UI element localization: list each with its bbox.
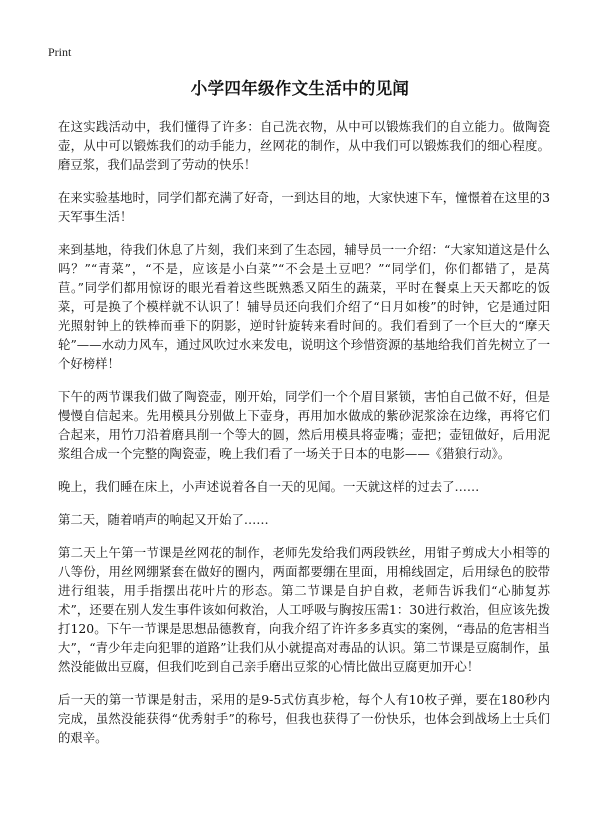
paragraph-6: 第二天，随着哨声的响起又开始了…… [58, 512, 269, 527]
document-title: 小学四年级作文生活中的见闻 [190, 79, 410, 98]
paragraph-1: 在这实践活动中，我们懂得了许多：自己洗衣物，从中可以锻炼我们的自立能力。做陶瓷壶，从中可以锻炼我们的动手能力，丝网花的制作，从中我们可以锻炼我们的细心程度。磨豆浆，我们品尝到了劳动的快乐！ [58, 119, 550, 172]
print-link[interactable]: Print [48, 45, 72, 59]
paragraph-8: 后一天的第一节课是射击，采用的是9-5式仿真步枪，每个人有10枚子弹，要在180秒内完成，虽然没能获得“优秀射手”的称号，但我也获得了一份快乐，也体会到战场上士兵们的艰辛。 [58, 692, 550, 745]
article-body [58, 117, 550, 761]
paragraph-7: 第二天上午第一节课是丝网花的制作，老师先发给我们两段铁丝，用钳子剪成大小相等的八等份，用丝网绷紧套在做好的圈内，两面都要绷在里面，用棉线固定，后用绿色的胶带进行组装，用手指摆出花叶片的形态。第二节课是自护自救，老师告诉我们“心肺复苏术”，还要在别人发生事件该如何救治，人工呼吸与胸按压需1：30进行救治，但应该先拨打120。下午一节课是思想品德教育，向我介绍了许许多多真实的案例，“毒品的危害相当大”，“青少年走向犯罪的道路”让我们从小就提高对毒品的认识。第二节课是豆腐制作，虽然没能做出豆腐，但我们吃到自己亲手磨出豆浆的心情比做出豆腐更加开心！ [58, 545, 550, 674]
paragraph-5: 晚上，我们睡在床上，小声述说着各自一天的见闻。一天就这样的过去了…… [58, 479, 480, 494]
paragraph-3: 来到基地，待我们休息了片刻，我们来到了生态园，辅导员一一介绍：“大家知道这是什么吗？”“青菜”，“不是，应该是小白菜”“不会是土豆吧？”“同学们，你们都错了，是莴苣。”同学们都用惊讶的眼光看着这些既熟悉又陌生的蔬菜，平时在餐桌上天天都吃的饭菜，可是换了个模样就不认识了！辅导员还向我们介绍了“日月如梭”的时钟，它是通过阳光照射钟上的铁棒而垂下的阴影，逆时针旋转来看时间的。我们看到了一个巨大的“摩天轮”——水动力风车，通过风吹过水来发电，说明这个珍惜资源的基地给我们首先树立了一个好榜样！ [58, 242, 550, 371]
paragraph-2: 在来实验基地时，同学们都充满了好奇，一到达目的地，大家快速下车，憧憬着在这里的3天军事生活！ [58, 190, 550, 224]
paragraph-4: 下午的两节课我们做了陶瓷壶，刚开始，同学们一个个眉目紧锁，害怕自己做不好，但是慢慢自信起来。先用模具分别做上下壶身，再用加水做成的紫砂泥浆涂在边缘，再将它们合起来，用竹刀沿着磨具削一个等大的圆，然后用模具将壶嘴；壶把；壶钮做好，后用泥浆组合成一个完整的陶瓷壶，晚上我们看了一场关于日本的电影——《猎狼行动》。 [58, 389, 550, 461]
